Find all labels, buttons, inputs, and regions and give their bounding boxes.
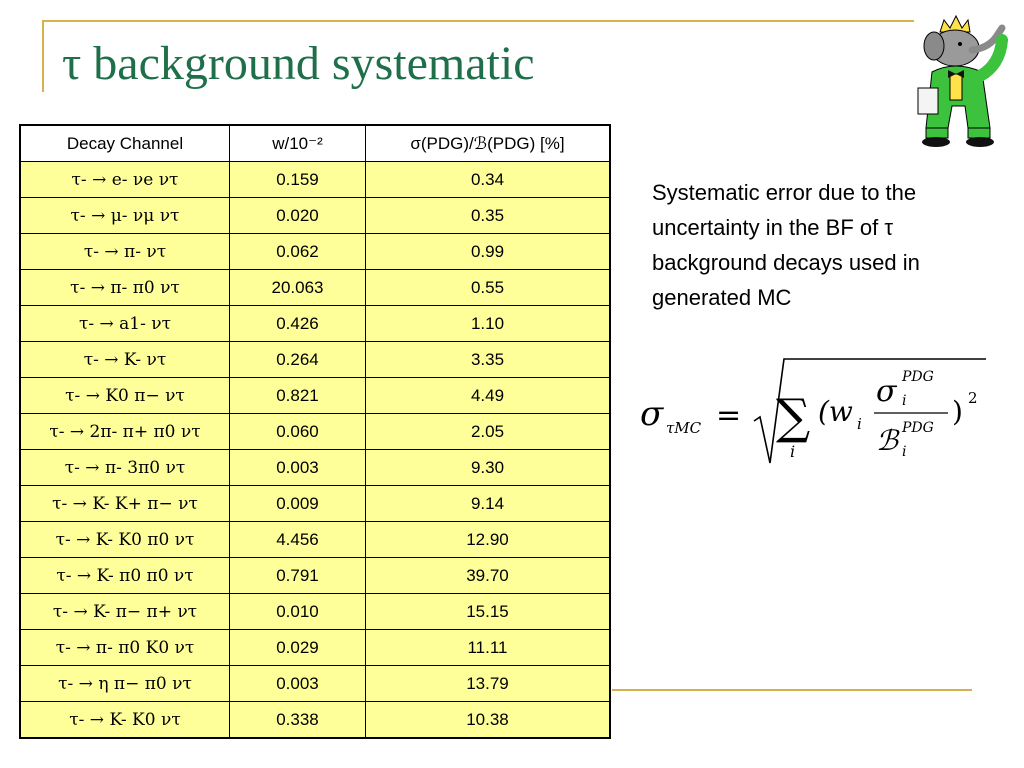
table-row <box>20 522 610 558</box>
relative-error-cell: 15.15 <box>366 594 611 630</box>
weight-cell: 0.264 <box>230 342 366 378</box>
formula-numerator-sigma: σ <box>876 374 897 409</box>
table-row <box>20 666 610 702</box>
relative-error-cell: 0.35 <box>366 198 611 234</box>
formula-sum-sign: ∑ <box>776 389 811 445</box>
formula-denominator-b: ℬ <box>876 424 899 457</box>
table-header-row <box>20 125 610 162</box>
decay-channel-cell: τ- → 2π- π+ π0 ντ <box>20 414 230 450</box>
formula-equals: = <box>716 398 742 433</box>
weight-cell: 0.020 <box>230 198 366 234</box>
formula-lhs-sigma: σ <box>640 394 664 434</box>
relative-error-cell: 0.99 <box>366 234 611 270</box>
weight-cell: 0.003 <box>230 450 366 486</box>
relative-error-cell: 0.34 <box>366 162 611 198</box>
relative-error-cell: 39.70 <box>366 558 611 594</box>
decay-channel-cell: τ- → η π− π0 ντ <box>20 666 230 702</box>
formula-open-w: (w <box>818 395 853 428</box>
header-relative-error: σ(PDG)/ℬ(PDG) [%] <box>366 125 611 162</box>
decay-channel-cell: τ- → K- ντ <box>20 342 230 378</box>
formula-numerator-sup: PDG <box>902 369 934 385</box>
header-decay-channel: Decay Channel <box>20 125 230 162</box>
table-row <box>20 702 610 739</box>
decay-channel-cell: τ- → K0 π− ντ <box>20 378 230 414</box>
systematic-description: Systematic error due to the uncertainty in the BF of τ background decays used in generated MC <box>652 180 920 310</box>
relative-error-cell: 2.05 <box>366 414 611 450</box>
decay-channel-cell: τ- → a1- ντ <box>20 306 230 342</box>
table-row <box>20 198 610 234</box>
decay-channel-cell: τ- → μ- νμ ντ <box>20 198 230 234</box>
decay-channel-cell: τ- → K- π− π+ ντ <box>20 594 230 630</box>
relative-error-cell: 4.49 <box>366 378 611 414</box>
table-row <box>20 486 610 522</box>
formula-power: 2 <box>968 389 978 407</box>
weight-cell: 4.456 <box>230 522 366 558</box>
formula-w-subscript: i <box>857 415 862 433</box>
relative-error-cell: 9.14 <box>366 486 611 522</box>
table-row <box>20 306 610 342</box>
decay-channel-cell: τ- → π- ντ <box>20 234 230 270</box>
table-row <box>20 630 610 666</box>
weight-cell: 0.338 <box>230 702 366 739</box>
table-row <box>20 594 610 630</box>
decay-channel-cell: τ- → K- K+ π− ντ <box>20 486 230 522</box>
formula-lhs-subscript: τMC <box>666 419 702 437</box>
decay-channel-cell: τ- → K- K0 π0 ντ <box>20 522 230 558</box>
formula-denominator-sub: i <box>902 444 907 460</box>
sigma-mc-formula <box>640 355 1000 470</box>
formula-numerator-sub: i <box>902 393 907 409</box>
babar-elephant-icon <box>910 10 1020 148</box>
weight-cell: 0.062 <box>230 234 366 270</box>
weight-cell: 0.060 <box>230 414 366 450</box>
table-row <box>20 558 610 594</box>
relative-error-cell: 0.55 <box>366 270 611 306</box>
decay-channel-cell: τ- → e- νe ντ <box>20 162 230 198</box>
weight-cell: 0.003 <box>230 666 366 702</box>
accent-line-left <box>42 20 44 92</box>
relative-error-cell: 1.10 <box>366 306 611 342</box>
accent-line-top <box>42 20 914 22</box>
decay-channel-cell: τ- → π- π0 ντ <box>20 270 230 306</box>
decay-channel-cell: τ- → π- π0 K0 ντ <box>20 630 230 666</box>
weight-cell: 0.426 <box>230 306 366 342</box>
slide-title: τ background systematic <box>62 37 535 90</box>
relative-error-cell: 9.30 <box>366 450 611 486</box>
table-row <box>20 234 610 270</box>
decay-channel-cell: τ- → π- 3π0 ντ <box>20 450 230 486</box>
weight-cell: 0.009 <box>230 486 366 522</box>
weight-cell: 0.029 <box>230 630 366 666</box>
table-row <box>20 450 610 486</box>
formula-close-paren: ) <box>952 395 963 428</box>
table-row <box>20 270 610 306</box>
background-decay-table <box>19 124 611 739</box>
relative-error-cell: 13.79 <box>366 666 611 702</box>
weight-cell: 0.010 <box>230 594 366 630</box>
relative-error-cell: 12.90 <box>366 522 611 558</box>
weight-cell: 0.791 <box>230 558 366 594</box>
weight-cell: 0.821 <box>230 378 366 414</box>
relative-error-cell: 10.38 <box>366 702 611 739</box>
table-row <box>20 414 610 450</box>
formula-denominator-sup: PDG <box>902 420 934 436</box>
decay-channel-cell: τ- → K- K0 ντ <box>20 702 230 739</box>
formula-sum-index: i <box>790 442 796 461</box>
relative-error-cell: 3.35 <box>366 342 611 378</box>
relative-error-cell: 11.11 <box>366 630 611 666</box>
table-row <box>20 342 610 378</box>
accent-line-bottom <box>612 689 972 691</box>
weight-cell: 0.159 <box>230 162 366 198</box>
header-weight: w/10⁻² <box>230 125 366 162</box>
table-row <box>20 378 610 414</box>
weight-cell: 20.063 <box>230 270 366 306</box>
decay-channel-cell: τ- → K- π0 π0 ντ <box>20 558 230 594</box>
table-row <box>20 162 610 198</box>
